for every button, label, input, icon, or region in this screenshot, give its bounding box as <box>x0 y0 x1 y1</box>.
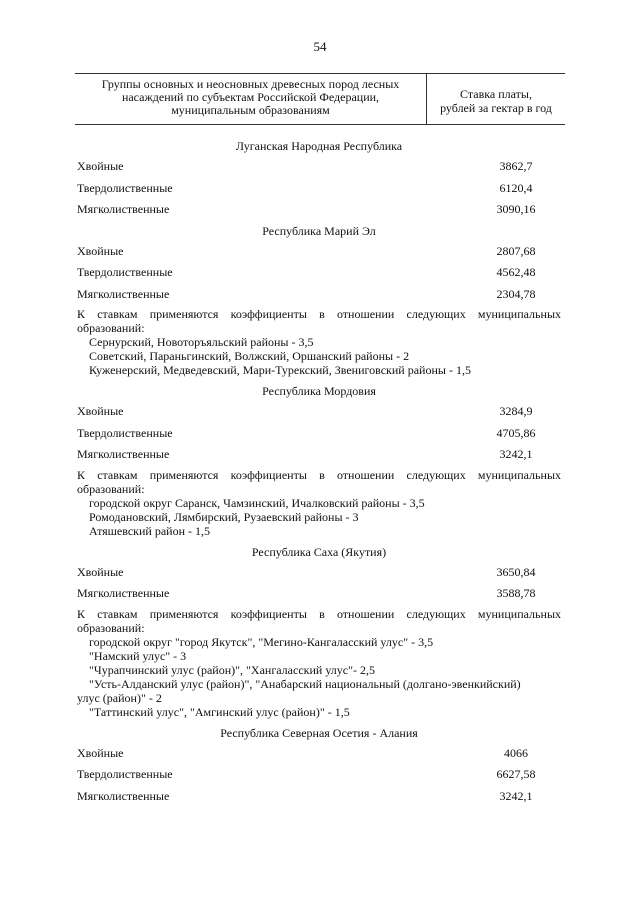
coefficient-line: городской округ "город Якутск", "Мегино-Кангаласский улус" - 3,5 <box>89 634 434 649</box>
header-groups-line: насаждений по субъектам Российской Федерации, <box>121 90 380 104</box>
species-group-name: Хвойные <box>77 564 124 579</box>
header-groups-line: Группы основных и неосновных древесных пород лесных <box>101 77 400 91</box>
rate-value: 3284,9 <box>499 404 533 419</box>
table-row <box>77 241 561 263</box>
table-row <box>77 178 561 200</box>
coefficient-line: Советский, Параньгинский, Волжский, Оршанский районы - 2 <box>89 349 410 363</box>
rate-value: 4705,86 <box>496 425 536 440</box>
rate-value: 6120,4 <box>499 180 533 195</box>
region-section <box>77 542 561 719</box>
coefficient-line: Сернурский, Новоторъяльский районы - 3,5 <box>89 335 314 349</box>
rate-value: 3090,16 <box>496 202 536 217</box>
rate-value: 3650,84 <box>496 564 536 579</box>
region-section <box>77 221 561 378</box>
table-row <box>77 262 561 284</box>
species-group-name: Хвойные <box>77 243 124 258</box>
coefficients-block <box>77 468 561 538</box>
region-section <box>77 136 561 221</box>
header-groups-line: муниципальным образованиям <box>171 103 330 117</box>
species-group-name: Твердолиственные <box>77 425 173 440</box>
table-row <box>77 764 561 786</box>
coefficients-intro: К ставкам применяются коэффициенты в отношении следующих муниципальных образований: <box>77 606 561 635</box>
coefficients-intro: К ставкам применяются коэффициенты в отношении следующих муниципальных образований: <box>77 307 561 335</box>
rate-value: 6627,58 <box>496 767 536 782</box>
table-row <box>77 284 561 306</box>
coefficient-line: "Таттинский улус", "Амгинский улус (район)" - 1,5 <box>89 704 350 719</box>
region-title: Республика Северная Осетия - Алания <box>220 725 418 740</box>
table-row <box>77 444 561 466</box>
species-group-name: Мягколиственные <box>77 447 170 462</box>
header-rate-cell <box>427 74 565 124</box>
species-group-name: Хвойные <box>77 404 124 419</box>
coefficients-block <box>77 307 561 377</box>
table-row <box>77 423 561 445</box>
species-group-name: Мягколиственные <box>77 202 170 217</box>
species-group-name: Мягколиственные <box>77 586 170 601</box>
table-row <box>77 156 561 178</box>
species-group-name: Хвойные <box>77 745 124 760</box>
species-group-name: Твердолиственные <box>77 767 173 782</box>
region-title: Республика Мордовия <box>262 384 376 398</box>
rate-value: 4562,48 <box>496 265 536 280</box>
coefficient-line: Атяшевский район - 1,5 <box>89 523 211 538</box>
table-row <box>77 401 561 423</box>
header-rate-line: рублей за гектар в год <box>440 101 552 115</box>
table-row <box>77 786 561 808</box>
region-title: Республика Марий Эл <box>262 223 376 238</box>
region-section <box>77 723 561 808</box>
table-header <box>75 73 565 125</box>
table-row <box>77 562 561 584</box>
region-title: Луганская Народная Республика <box>235 139 403 153</box>
page-number: 54 <box>313 39 327 54</box>
rate-value: 4066 <box>504 745 528 760</box>
rates-table-body <box>77 136 561 807</box>
region-section <box>77 381 561 538</box>
species-group-name: Мягколиственные <box>77 286 170 301</box>
table-row <box>77 199 561 221</box>
header-rate-line: Ставка платы, <box>460 87 532 101</box>
species-group-name: Твердолиственные <box>77 180 173 195</box>
rate-value: 3862,7 <box>499 159 533 174</box>
rate-value: 2807,68 <box>496 243 536 258</box>
species-group-name: Твердолиственные <box>77 265 173 280</box>
rate-value: 3242,1 <box>499 788 533 803</box>
coefficient-line: улус (район)" - 2 <box>77 690 162 705</box>
table-row <box>77 583 561 605</box>
species-group-name: Мягколиственные <box>77 788 170 803</box>
coefficients-block <box>77 607 561 719</box>
coefficient-line: Куженерский, Медведевский, Мари-Турекский, Звениговский районы - 1,5 <box>89 363 471 377</box>
header-groups-cell <box>75 74 427 124</box>
coefficient-line: "Намский улус" - 3 <box>89 648 187 663</box>
rate-value: 3588,78 <box>496 586 536 601</box>
coefficient-line: городской округ Саранск, Чамзинский, Ичалковский районы - 3,5 <box>89 495 425 510</box>
coefficient-line: "Усть-Алданский улус (район)", "Анабарский национальный (долгано-эвенкийский) <box>89 676 521 691</box>
coefficients-intro: К ставкам применяются коэффициенты в отношении следующих муниципальных образований: <box>77 467 561 496</box>
species-group-name: Хвойные <box>77 159 124 174</box>
region-title: Республика Саха (Якутия) <box>251 544 387 559</box>
coefficient-line: Ромодановский, Лямбирский, Рузаевский районы - 3 <box>89 509 359 524</box>
coefficient-line: "Чурапчинский улус (район)", "Хангаласский улус"- 2,5 <box>89 662 376 677</box>
rate-value: 2304,78 <box>496 286 536 301</box>
rate-value: 3242,1 <box>499 447 533 462</box>
table-row <box>77 743 561 765</box>
